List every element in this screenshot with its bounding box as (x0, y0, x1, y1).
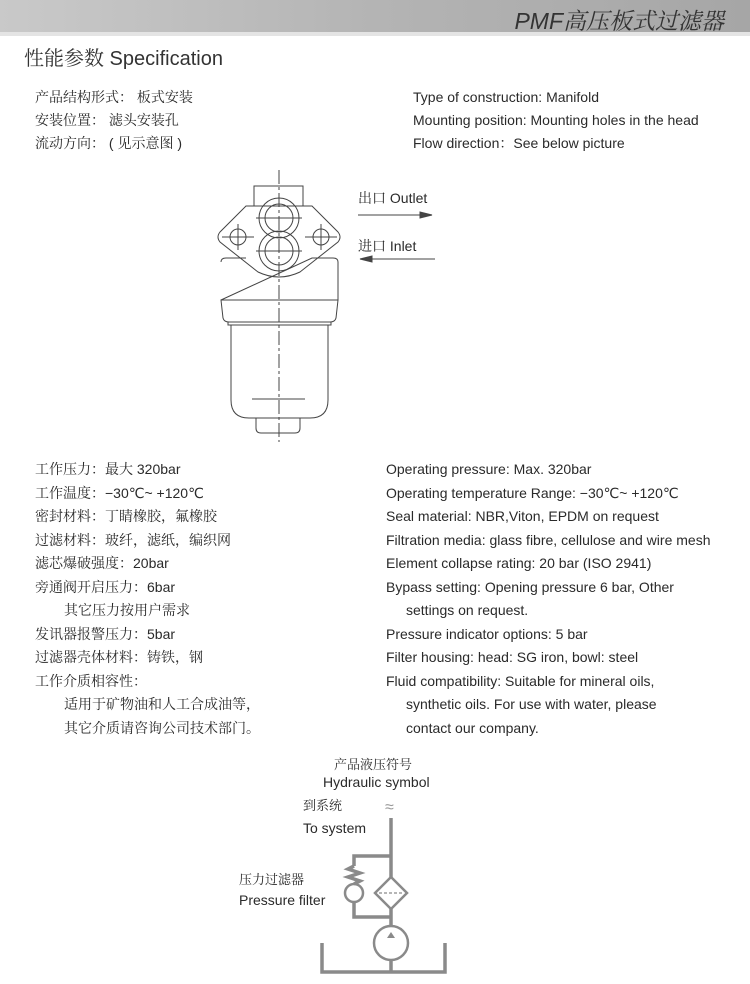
outlet-label: 出口 Outlet (358, 190, 428, 206)
spec-zh: 工作介质相容性： (35, 672, 147, 689)
spec-en: Operating temperature Range: −30℃~ +120℃ (386, 484, 679, 501)
pressure-filter-en: Pressure filter (239, 892, 326, 908)
spec-zh: 工作温度：−30℃~ +120℃ (35, 484, 204, 501)
spec-zh: 适用于矿物油和人工合成油等， (64, 696, 260, 712)
spec-en: Fluid compatibility: Suitable for mineral oils, (386, 672, 655, 689)
general-en-2: Flow direction：See below picture (413, 135, 625, 151)
outlet-arrow (358, 212, 432, 218)
hydraulic-symbol (322, 818, 445, 972)
spec-en: Seal material: NBR,Viton, EPDM on request (386, 508, 659, 524)
document-title: PMF高压板式过滤器 (514, 8, 724, 34)
spec-en: contact our company. (406, 719, 539, 736)
inlet-label: 进口 Inlet (358, 238, 417, 254)
spec-zh: 滤芯爆破强度：20bar (35, 555, 169, 571)
spec-en: Element collapse rating: 20 bar (ISO 2941) (386, 555, 652, 571)
spec-zh: 其它介质请咨询公司技术部门。 (64, 719, 260, 736)
spec-en: Filter housing: head: SG iron, bowl: steel (386, 649, 639, 665)
section-title: 性能参数 Specification (24, 48, 223, 70)
to-system-en: To system (303, 820, 367, 836)
spec-zh: 发讯器报警压力：5bar (35, 625, 176, 642)
general-zh-0: 产品结构形式： 板式安装 (35, 89, 193, 105)
symbol-title-en: Hydraulic symbol (323, 774, 430, 790)
spec-en: synthetic oils. For use with water, please (406, 696, 657, 712)
inlet-arrow (360, 256, 435, 262)
general-zh-1: 安装位置： 滤头安装孔 (35, 112, 179, 128)
pressure-filter-zh: 压力过滤器 (239, 872, 305, 887)
general-en-1: Mounting position: Mounting holes in the head (413, 112, 699, 128)
to-system-zh: 到系统 (303, 798, 343, 813)
general-en-0: Type of construction: Manifold (413, 89, 599, 105)
spec-zh: 工作压力：最大 320bar (35, 461, 181, 477)
spec-en: Pressure indicator options: 5 bar (386, 625, 588, 642)
filter-drawing (218, 170, 340, 442)
spec-en: settings on request. (406, 602, 529, 618)
tilde-mark: ≈ (385, 799, 394, 816)
spec-zh: 过滤材料：玻纤，滤纸，编织网 (35, 531, 231, 548)
spec-zh: 过滤器壳体材料：铸铁，钢 (35, 649, 203, 665)
spec-en: Filtration media: glass fibre, cellulose and wire mesh (386, 531, 711, 548)
spec-zh: 密封材料：丁睛橡胶，氟橡胶 (35, 508, 217, 524)
symbol-title-zh: 产品液压符号 (334, 757, 413, 772)
general-zh-2: 流动方向： ( 见示意图 ) (35, 135, 182, 151)
spec-en: Bypass setting: Opening pressure 6 bar, Other (386, 578, 674, 595)
spec-en: Operating pressure: Max. 320bar (386, 461, 592, 477)
spec-zh: 旁通阀开启压力：6bar (35, 578, 176, 595)
spec-zh: 其它压力按用户需求 (64, 602, 190, 618)
